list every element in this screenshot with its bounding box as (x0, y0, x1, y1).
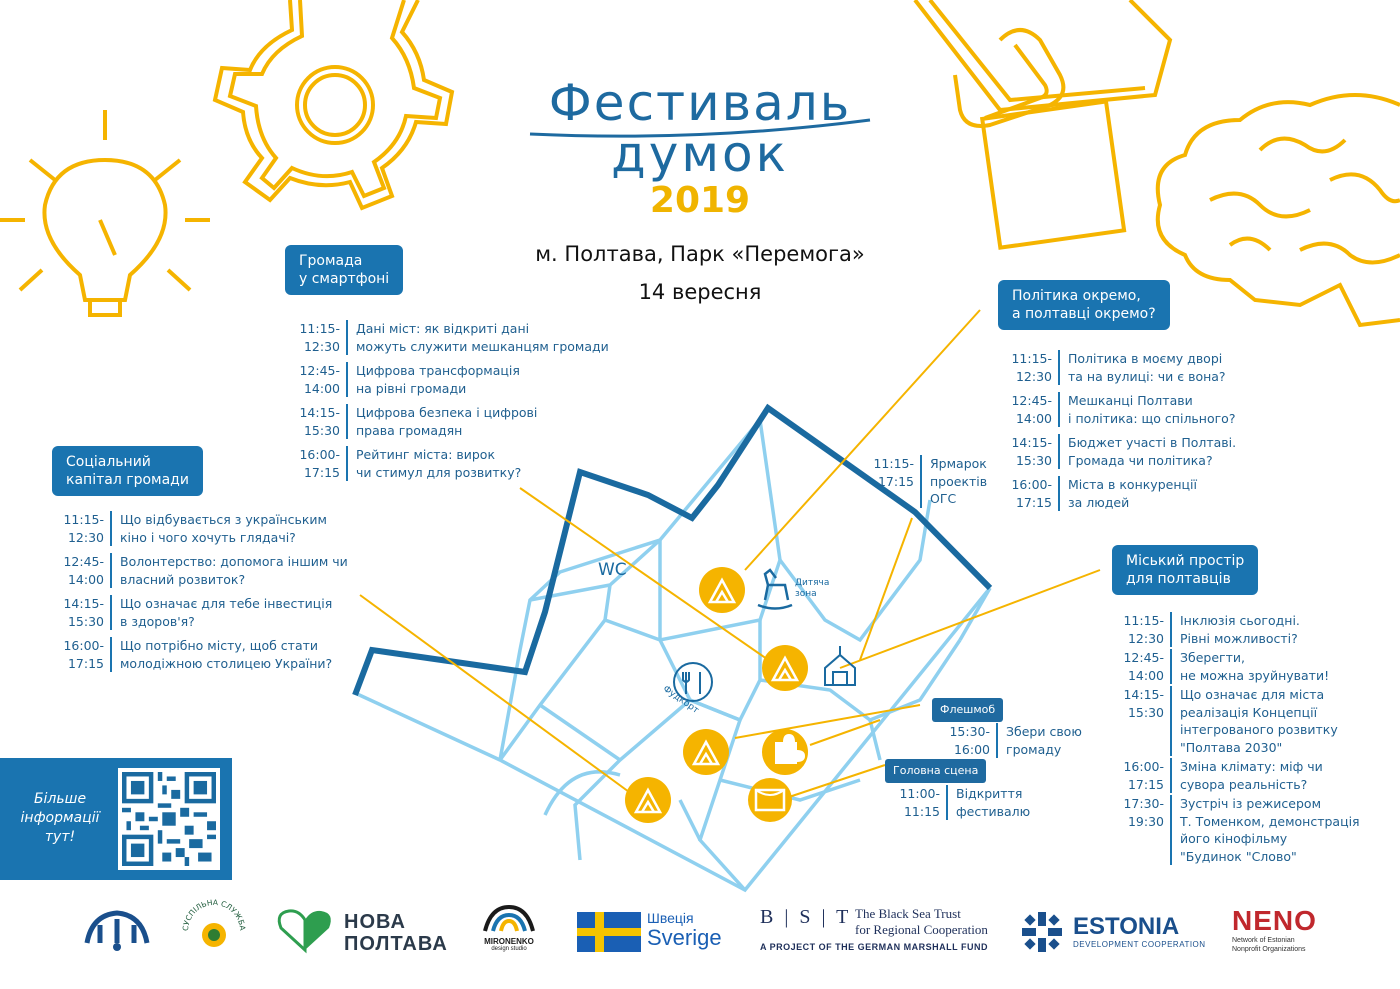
schedule-row: 16:00-17:15 Зміна клімату: міф чи сувора реальність? (1123, 759, 1323, 792)
estonia-star-icon (1020, 910, 1064, 954)
nova-poltava-heart-icon (275, 908, 335, 954)
estonia-logo: ESTONIA DEVELOPMENT COOPERATION (1073, 913, 1206, 949)
qr-info-box[interactable] (0, 758, 232, 880)
schedule-urban (1106, 612, 1360, 867)
festival-subtitle: думок (611, 125, 789, 183)
section-title-hromada: Громада у смартфоні (285, 245, 403, 295)
sweden-logo: Швеція Sverige (647, 910, 722, 950)
schedule-row: 16:00-17:15 Міста в конкуренції за людей (1011, 477, 1197, 510)
tent-marker[interactable] (699, 567, 745, 613)
food-court-label: Фудкорт (660, 684, 701, 716)
schedule-hromada (282, 320, 609, 488)
mironenko-icon (481, 903, 537, 933)
schedule-fair: 11:15-17:15 Ярмарок проектів ОГС (873, 456, 988, 506)
event-date: 14 вересня (638, 280, 762, 304)
qr-code-graphic (122, 772, 216, 866)
schedule-row: 16:00-17:15 Що потрібно місту, щоб стати молодіжною столицею України? (63, 638, 333, 671)
section-title-urban: Міський простір для полтавців (1112, 545, 1258, 595)
schedule-row: 17:30-19:30 Зустріч із режисером Т. Томенком, демонстрація його кінофільму "Будинок "Слово" (1123, 796, 1360, 864)
schedule-row: 14:15-15:30 Що означає для тебе інвестиція в здоров'я? (63, 596, 333, 629)
festival-title: Фестиваль (548, 74, 852, 132)
section-title-social: Соціальний капітал громади (52, 446, 203, 496)
event-location: м. Полтава, Парк «Перемога» (535, 242, 865, 266)
rocking-horse-icon (758, 570, 792, 609)
tent-marker[interactable] (762, 645, 808, 691)
kids-zone-label: Дитяча зона (795, 578, 830, 599)
suspilna-logo (178, 895, 250, 967)
schedule-row: 11:15-12:30 Дані міст: як відкриті дані можуть служити мешканцям громади (299, 321, 609, 354)
flashmob-tag: Флешмоб (932, 698, 1003, 722)
puzzle-marker[interactable] (762, 729, 808, 775)
section-title-politics: Політика окремо, а полтавці окремо? (998, 280, 1170, 330)
qr-code[interactable] (118, 768, 220, 870)
nova-poltava-logo: НОВА ПОЛТАВА (344, 911, 448, 955)
wc-label: WC (598, 560, 627, 580)
schedule-row: 11:15-12:30 Інклюзія сьогодні. Рівні можливості? (1123, 613, 1300, 646)
schedule-row: 11:15-12:30 Політика в моєму дворі та на вулиці: чи є вона? (1011, 351, 1226, 384)
stage-marker[interactable] (748, 778, 792, 822)
schedule-row: 14:15-15:30 Бюджет участі в Полтаві. Громада чи політика? (1011, 435, 1237, 468)
bst-name: The Black Sea Trust for Regional Cooperation (855, 906, 988, 937)
qr-caption: Більше інформації тут! (20, 791, 100, 845)
svg-text:СУСПІЛЬНА СЛУЖБА УКРАЇНИ: СУСПІЛЬНА СЛУЖБА (180, 897, 248, 932)
suspilna-emblem (178, 895, 250, 967)
schedule-main-stage: 11:00-11:15 Відкриття фестивалю (899, 786, 1031, 819)
schedule-row: 11:15-12:30 Що відбувається з українським кіно і чого хочуть глядачі? (63, 512, 327, 545)
tent-marker[interactable] (625, 777, 671, 823)
schedule-row: 14:15-15:30 Цифрова безпека і цифрові права громадян (299, 405, 538, 438)
festival-year: 2019 (649, 180, 751, 221)
schedule-row: 14:15-15:30 Що означає для міста реалізація Концепції інтегрованого розвитку "Полтава 2030" (1123, 687, 1338, 755)
mironenko-logo: MIRONENKO design studio (475, 903, 543, 961)
bst-logo: B | S | T (760, 906, 852, 928)
partner-logo-1 (82, 905, 152, 955)
schedule-row: 12:45-14:00 Волонтерство: допомога іншим чи власний розвиток? (63, 554, 348, 587)
schedule-politics (994, 350, 1236, 518)
tent-marker[interactable] (683, 729, 729, 775)
bst-subtitle: A PROJECT OF THE GERMAN MARSHALL FUND (760, 942, 989, 952)
fair-tent-icon[interactable] (825, 646, 855, 685)
schedule-row: 16:00-17:15 Рейтинг міста: вирок чи стимул для розвитку? (299, 447, 522, 480)
schedule-social (44, 511, 348, 679)
schedule-row: 12:45-14:00 Мешканці Полтави і політика: що спільного? (1011, 393, 1236, 426)
main-stage-tag: Головна сцена (885, 759, 986, 783)
schedule-row: 12:45-14:00 Цифрова трансформація на рівні громади (299, 363, 520, 396)
sweden-flag-icon (577, 912, 641, 952)
schedule-flashmob: 15:30-16:00 Збери свою громаду (949, 724, 1082, 757)
schedule-row: 12:45-14:00 Зберегти, не можна зруйнувати! (1123, 650, 1330, 683)
neno-logo: NENO Network of Estonian Nonprofit Organizations (1232, 905, 1317, 953)
